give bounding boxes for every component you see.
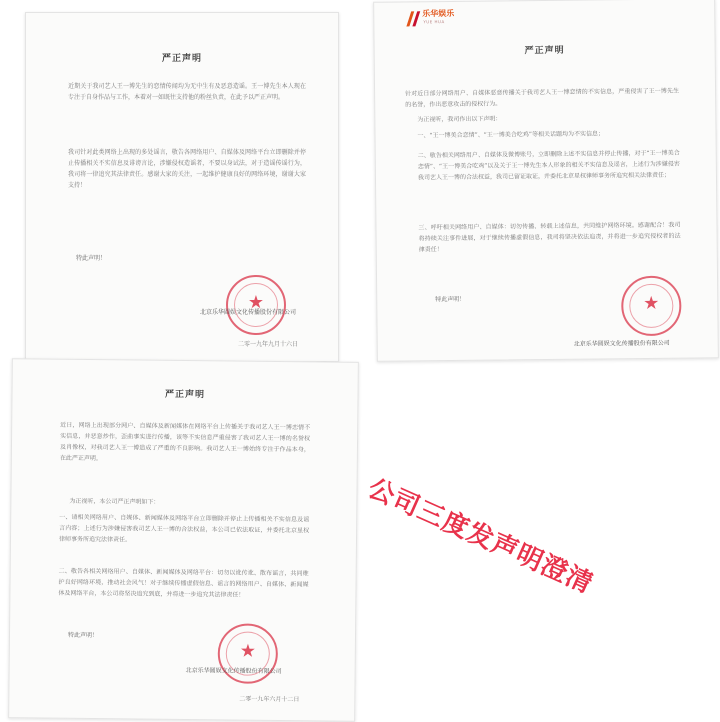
doc2-paragraph-4: 二、敬告相关网络用户、自媒体及微博账号，立即删除上述不实信息并停止传播，对于“王一博美合恋情”、“王一博美合吃鸡”以及关于王一博先生本人形象的相关不实信息及谣言，上述行为涉嫌侵害我司艺人王一博的合法权益，我司已留证取证，并委托北京星权律师事务所追究相关法律责任； (417, 149, 680, 182)
doc3-title: 严正声明 (164, 389, 206, 401)
doc2-company: 北京乐华圆娱文化传播股份有限公司 (573, 339, 670, 348)
doc3-closing: 特此声明！ (67, 631, 99, 640)
logo-text: 乐华娱乐 (422, 8, 455, 19)
company-seal (621, 276, 682, 337)
statement-document-1 (25, 12, 339, 362)
doc2-paragraph-5: 三、呼吁相关网络用户、自媒体：切勿传播、转载上述信息，共同维护网络环境。感谢配合！我司将持续关注事件进展，对于继续传播虚假信息，我司将坚决依法追责，并将进一步追究侵权者的法律责任！ (418, 221, 681, 254)
company-logo (404, 8, 484, 31)
statement-document-3 (8, 358, 359, 722)
doc1-title: 严正声明 (161, 54, 202, 64)
doc3-date: 二零一九年六月十二日 (239, 695, 300, 704)
doc2-closing: 特此声明！ (435, 295, 466, 304)
doc1-paragraph-1: 近期关于我司艺人王一博先生的恋情传闻均为无中生有及恶意造谣。王一博先生本人现在专注于自身作品与工作，本着对一如既往支持他的粉丝负责，在此予以严正声明。 (68, 83, 306, 101)
seal-star-icon: ★ (239, 640, 257, 662)
doc2-title: 严正声明 (524, 45, 565, 57)
doc1-date: 二零一九年九月十六日 (238, 341, 299, 348)
doc3-paragraph-4: 二、敬告各相关网络用户、自媒体、新闻媒体及网络平台：切勿以讹传讹、散布谣言，共同维护良好网络环境，推动社会风气！对于继续传播虚假信息、谣言的网络用户、自媒体、新闻媒体及网络平台，本公司将坚决追究到底，并将进一步追究其法律责任！ (58, 567, 309, 599)
doc3-paragraph-2: 为正视听，本公司严正声明如下： (69, 497, 160, 506)
statement-document-2 (373, 0, 719, 362)
doc2-paragraph-2: 为正视听，我司作出以下声明： (417, 115, 502, 124)
company-seal (226, 275, 286, 335)
logo-mark-icon (404, 8, 422, 28)
doc1-company: 北京乐华圆娱文化传播股份有限公司 (200, 309, 297, 316)
overlay-caption: 公司三度发声明澄清 (363, 473, 598, 600)
doc2-paragraph-1: 针对近日部分网络用户、自媒体恶意传播关于我司艺人王一博恋情的不实信息，严重侵害了王一博先生的名誉，作出恶意攻击的侵权行为。 (405, 87, 680, 109)
doc1-paragraph-2: 我司针对此类网络上出现的多处谣言，敬告各网络用户、自媒体及网络平台立即删除并停止传播相关不实信息及诽谤言论，涉嫌侵权造谣者，不要以身试法，对于造谣传谣行为，我司将一律追究其法律责任。感谢大家的关注，一起维护健康良好的网络环境，谢谢大家支持！ (68, 149, 306, 189)
doc1-closing: 特此声明！ (76, 255, 107, 262)
logo-subtitle: YUE HUA (423, 19, 445, 25)
doc3-paragraph-3: 一、请相关网络用户、自媒体、新闻媒体及网络平台立即删除并停止上传播相关不实信息及谣言内容；上述行为涉嫌侵害我司艺人王一博的合法权益，本公司已依法取证，并委托北京星权律师事务所追究法律责任。 (58, 513, 310, 544)
seal-star-icon: ★ (643, 292, 660, 314)
doc2-paragraph-3: 一、“王一博美合恋情”、“王一博美合吃鸡”等相关话题均为不实信息； (417, 130, 604, 140)
doc3-paragraph-1: 近日，网络上出现部分网户、自媒体及新闻媒体在网络平台上传播关于我司艺人王一博恋情不实信息，并恶意炒作，歪曲事实进行传播，该等不实信息严重侵害了我司艺人王一博的名誉权及肖像权，对我司艺人王一博造成了严重的不良影响。我司艺人王一博始终专注于作品本身，在此严正声明。 (59, 421, 311, 463)
doc3-company: 北京乐华圆娱文化传播股份有限公司 (185, 667, 282, 676)
seal-star-icon: ★ (247, 292, 265, 313)
